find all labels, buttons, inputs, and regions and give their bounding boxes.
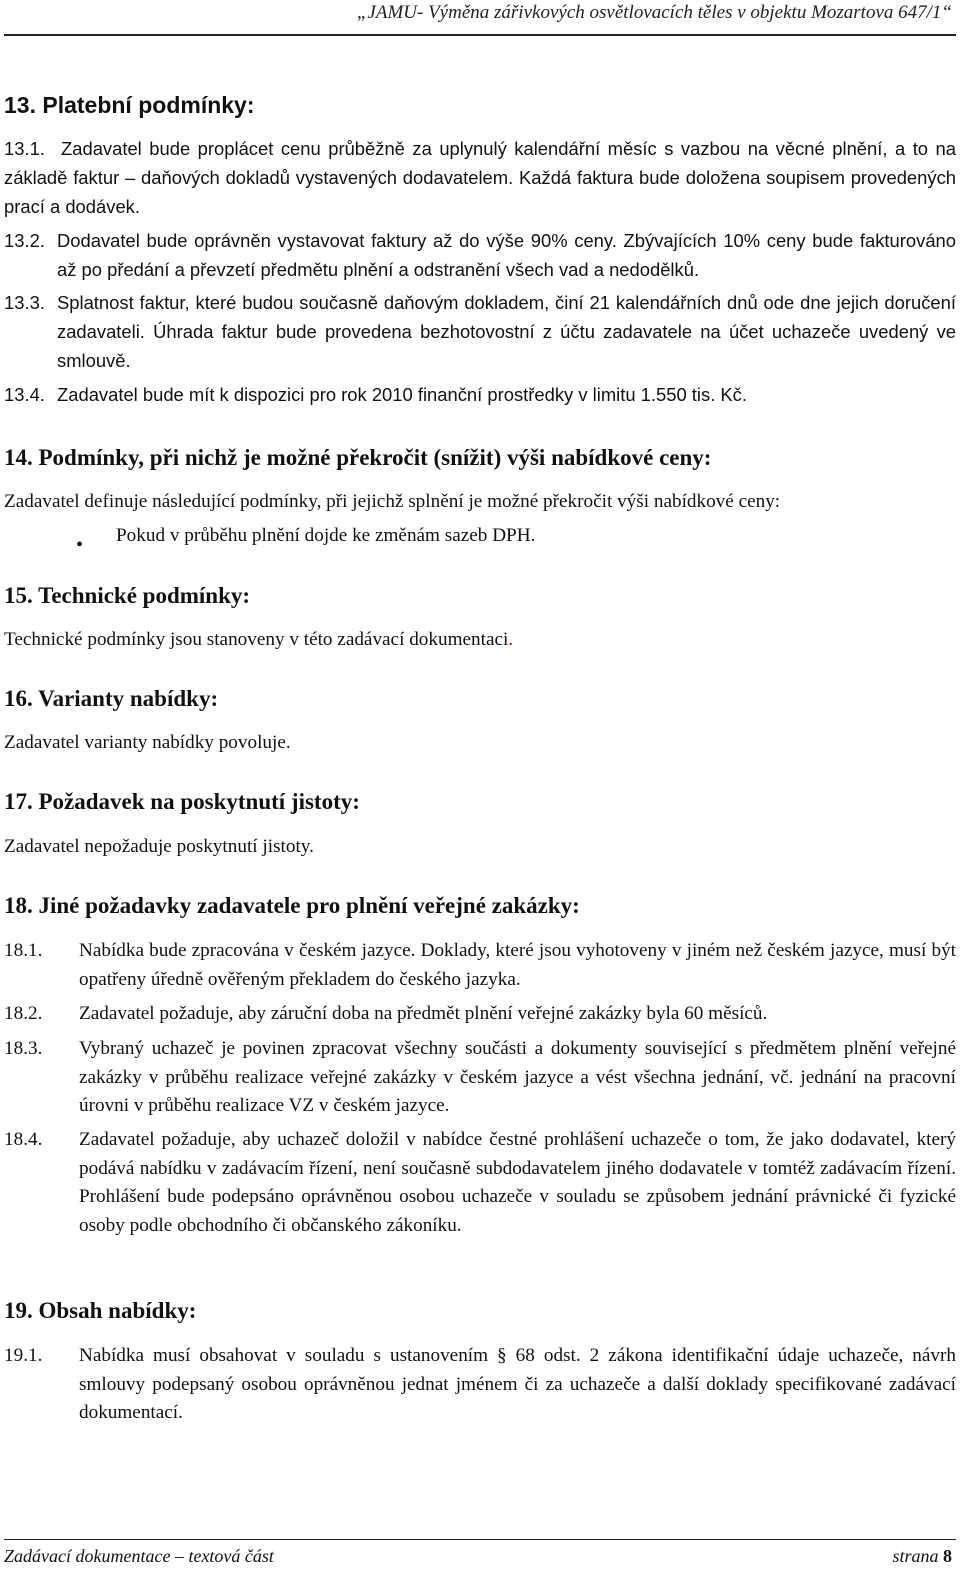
bullet-item-text: Pokud v průběhu plnění dojde ke změnám sazeb DPH.	[116, 525, 536, 546]
list-item-13-4	[0, 380, 960, 410]
section-14-heading: 14. Podmínky, při nichž je možné překročit (snížit) výši nabídkové ceny:	[4, 445, 712, 470]
item-number: 18.1.	[4, 940, 43, 961]
footer-page-number	[892, 1546, 952, 1567]
section-16-heading: 16. Varianty nabídky:	[4, 686, 219, 711]
item-text: Dodavatel bude oprávněn vystavovat faktury až do výše 90% ceny. Zbývajících 10% ceny bude fakturováno až po předání a převzetí předmětu plnění a odstranění všech vad a nedodělků.	[57, 230, 956, 280]
section-13-heading: 13. Platební podmínky:	[4, 92, 255, 118]
section-15-text-body: Technické podmínky jsou stanoveny v této zadávací dokumentaci	[4, 629, 509, 650]
item-number: 19.1.	[4, 1345, 43, 1366]
item-number: 13.1.	[4, 138, 45, 159]
item-text: Zadavatel bude mít k dispozici pro rok 2010 finanční prostředky v limitu 1.550 tis. Kč.	[57, 384, 747, 405]
section-18-heading: 18. Jiné požadavky zadavatele pro plnění veřejné zakázky:	[4, 893, 580, 918]
item-text: Vybraný uchazeč je povinen zpracovat všechny součásti a dokumenty související s předmětem plnění veřejné zakázky v průběhu realizace veřejné zakázky v českém jazyce a vést všechna jednání, vč. jednání na pracovní úrovni v průběhu realizace VZ v českém jazyce.	[79, 1038, 956, 1116]
section-19-heading: 19. Obsah nabídky:	[4, 1298, 197, 1323]
item-number: 13.3.	[4, 292, 45, 313]
footer-divider	[4, 1539, 956, 1540]
item-text: Zadavatel požaduje, aby záruční doba na předmět plnění veřejné zakázky byla 60 měsíců.	[79, 1003, 768, 1024]
list-item-13-3	[0, 288, 960, 378]
item-text: Nabídka musí obsahovat v souladu s ustanovením § 68 odst. 2 zákona identifikační údaje uchazeče, návrh smlouvy podepsaný osobou oprávněnou jednat jménem či za uchazeče a další doklady specifikované zadávací dokumentací.	[79, 1345, 956, 1423]
footer-document-title: Zadávací dokumentace – textová část	[4, 1546, 274, 1566]
section-17-heading: 17. Požadavek na poskytnutí jistoty:	[4, 789, 360, 814]
list-item-18-1	[0, 937, 960, 995]
list-item-18-2	[0, 1000, 960, 1030]
page-header-title: „JAMU- Výměna zářivkových osvětlovacích těles v objektu Mozartova 647/1“	[356, 2, 952, 23]
section-15-text-end: .	[508, 629, 514, 650]
item-number: 18.3.	[4, 1038, 43, 1059]
section-17-text: Zadavatel nepožaduje poskytnutí jistoty.	[4, 836, 314, 857]
section-16-text: Zadavatel varianty nabídky povoluje.	[4, 732, 291, 753]
item-text: Zadavatel požaduje, aby uchazeč doložil v nabídce čestné prohlášení uchazeče o tom, že jako dodavatel, který podává nabídku v zadávacím řízení, není současně subdodavatelem jiného dodavatele v tomtéž zadávacím řízení. Prohlášení bude podepsáno oprávněnou osobou uchazeče v souladu se způsobem jednání právnické či fyzické osoby podle obchodního či občanského zákoníku.	[79, 1129, 956, 1236]
item-text: Splatnost faktur, které budou současně daňovým dokladem, činí 21 kalendářních dnů ode dne jejich doručení zadavateli. Úhrada faktur bude provedena bezhotovostní z účtu zadavatele na účet uchazeče uvedený ve smlouvě.	[57, 292, 956, 371]
list-item-18-3	[0, 1035, 960, 1123]
list-item-13-2	[0, 226, 960, 286]
list-item-18-4	[0, 1126, 960, 1271]
list-item-13-1	[0, 134, 960, 224]
page-label: strana	[892, 1546, 939, 1566]
item-text: Nabídka bude zpracována v českém jazyce. Doklady, které jsou vyhotoveny v jiném než českém jazyce, musí být opatřeny úředně ověřeným překladem do českého jazyka.	[79, 940, 956, 990]
header-divider	[4, 34, 956, 36]
page-number: 8	[943, 1546, 952, 1566]
section-15-heading: 15. Technické podmínky:	[4, 583, 251, 608]
section-14-intro: Zadavatel definuje následující podmínky, při jejichž splnění je možné překročit výši nabídkové ceny:	[4, 491, 781, 512]
item-number: 18.4.	[4, 1129, 43, 1150]
item-number: 18.2.	[4, 1003, 43, 1024]
item-number: 13.4.	[4, 384, 45, 405]
item-number: 13.2.	[4, 230, 45, 251]
bullet-icon: •	[76, 534, 84, 556]
item-text: Zadavatel bude proplácet cenu průběžně za uplynulý kalendářní měsíc s vazbou na věcné plnění, a to na základě faktur – daňových dokladů vystavených dodavatelem. Každá faktura bude doložena soupisem provedených prací a dodávek.	[4, 138, 956, 217]
list-item-19-1	[0, 1342, 960, 1430]
section-15-text	[4, 629, 513, 651]
